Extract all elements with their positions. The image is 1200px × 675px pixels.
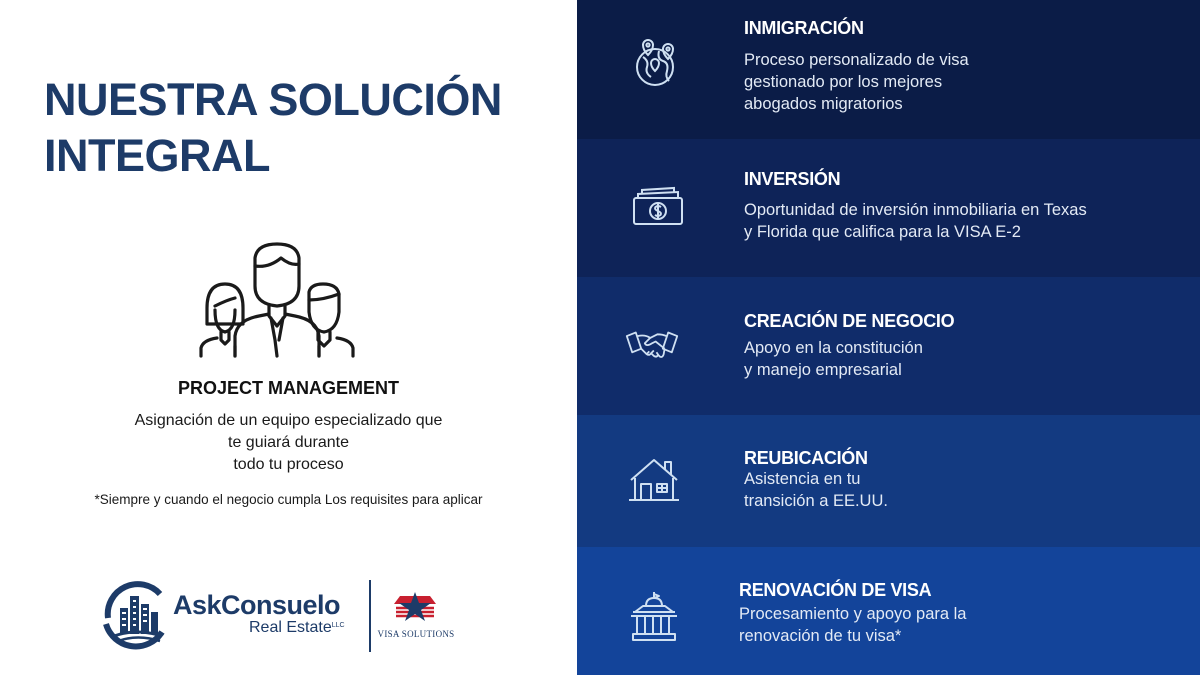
service-description-line: Procesamiento y apoyo para la bbox=[739, 605, 967, 623]
service-title: INVERSIÓN bbox=[744, 169, 841, 189]
service-title: INMIGRACIÓN bbox=[744, 18, 864, 38]
service-description bbox=[744, 49, 969, 115]
project-management-description bbox=[0, 410, 577, 476]
project-management-heading: PROJECT MANAGEMENT bbox=[177, 378, 399, 398]
service-description bbox=[744, 199, 1087, 243]
service-description bbox=[744, 337, 923, 381]
page-title-line-1: NUESTRA SOLUCIÓN bbox=[44, 74, 502, 125]
service-description-line: Apoyo en la constitución bbox=[744, 339, 923, 357]
visa-solutions-label: VISA SOLUTIONS bbox=[377, 629, 455, 639]
team-people-icon bbox=[197, 240, 357, 358]
brand-subtitle-text: Real Estate bbox=[249, 619, 332, 636]
money-bill-icon bbox=[630, 182, 684, 236]
service-description-line: Oportunidad de inversión inmobiliaria en Texas bbox=[744, 201, 1087, 219]
page-title bbox=[44, 72, 502, 184]
pm-desc-line: todo tu proceso bbox=[233, 456, 344, 473]
city-buildings-logo-icon bbox=[100, 578, 172, 650]
service-investment bbox=[577, 139, 1200, 277]
left-panel bbox=[0, 0, 577, 675]
house-icon bbox=[627, 454, 681, 508]
service-relocation bbox=[577, 415, 1200, 547]
brand-subtitle bbox=[249, 619, 345, 637]
service-description-line: Proceso personalizado de visa bbox=[744, 51, 969, 69]
service-description-line: y Florida que califica para la VISA E-2 bbox=[744, 223, 1021, 241]
pm-desc-line: Asignación de un equipo especializado que bbox=[134, 412, 443, 429]
services-panel bbox=[577, 0, 1200, 675]
service-description-line: y manejo empresarial bbox=[744, 361, 902, 379]
handshake-icon bbox=[625, 319, 679, 373]
service-description-line: gestionado por los mejores bbox=[744, 73, 943, 91]
service-description bbox=[739, 603, 966, 647]
service-title: CREACIÓN DE NEGOCIO bbox=[744, 311, 955, 331]
service-title: RENOVACIÓN DE VISA bbox=[739, 580, 932, 600]
globe-location-pins-icon bbox=[629, 37, 683, 91]
service-immigration bbox=[577, 0, 1200, 139]
capitol-star-icon bbox=[390, 590, 440, 626]
service-description-line: renovación de tu visa* bbox=[739, 627, 902, 645]
brand-divider bbox=[369, 580, 371, 652]
pm-desc-line: te guiará durante bbox=[228, 434, 349, 451]
government-building-icon bbox=[627, 590, 681, 644]
brand-name: AskConsuelo bbox=[173, 590, 341, 620]
page-title-line-2: INTEGRAL bbox=[44, 130, 270, 181]
brand-suffix: LLC bbox=[331, 622, 345, 629]
service-description-line: transición a EE.UU. bbox=[744, 492, 888, 510]
service-description-line: Asistencia en tu bbox=[744, 470, 861, 488]
requirements-footnote: *Siempre y cuando el negocio cumpla Los requisites para aplicar bbox=[94, 492, 483, 507]
service-visa-renewal bbox=[577, 547, 1200, 675]
service-description bbox=[744, 468, 888, 512]
service-title: REUBICACIÓN bbox=[744, 448, 868, 468]
service-description-line: abogados migratorios bbox=[744, 95, 903, 113]
service-business-creation bbox=[577, 277, 1200, 415]
